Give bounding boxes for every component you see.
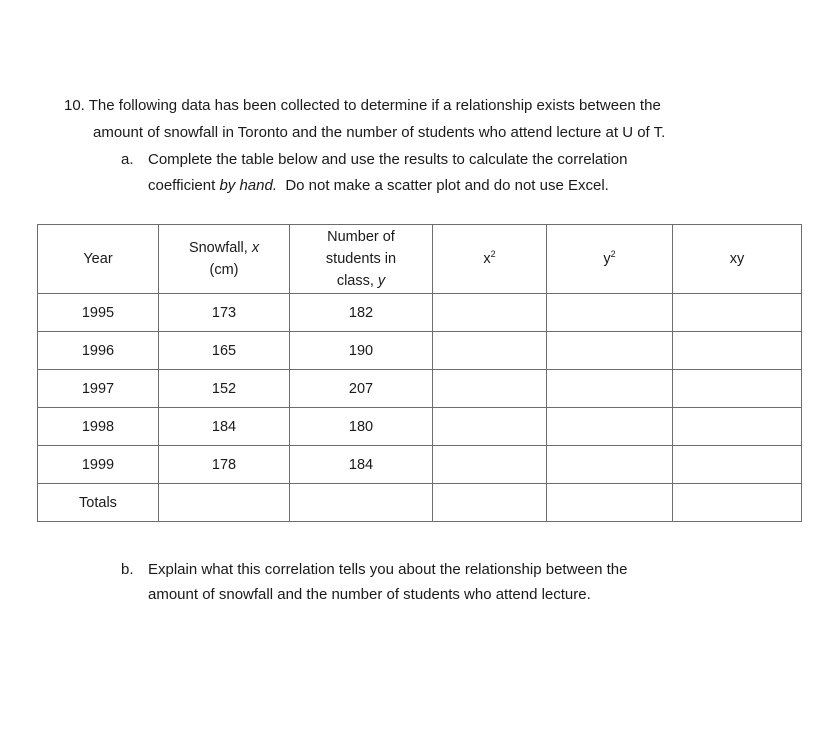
cell-x: 173 [159,294,290,332]
cell-xy[interactable] [673,408,802,446]
part-a-line-2 [148,176,609,196]
cell-year: 1998 [38,408,159,446]
cell-x: 165 [159,332,290,370]
header-snowfall-var: x [251,240,260,256]
cell-year: 1996 [38,332,159,370]
total-xy[interactable] [673,484,802,522]
header-students [290,225,433,294]
question-intro-line-1 [64,96,661,116]
cell-x: 184 [159,408,290,446]
table-row [38,408,802,446]
total-x-squared[interactable] [433,484,547,522]
table-row [38,446,802,484]
header-year: Year [38,225,159,294]
cell-y: 180 [290,408,433,446]
cell-x-squared[interactable] [433,332,547,370]
total-x[interactable] [159,484,290,522]
totals-row [38,484,802,522]
header-students-text-1: Number of [327,229,395,245]
part-b-line-1 [121,560,627,580]
cell-y: 207 [290,370,433,408]
part-a-text-2-prefix: coefficient [148,177,220,194]
data-table [37,224,802,522]
total-y[interactable] [290,484,433,522]
cell-y-squared[interactable] [547,370,673,408]
table-row [38,370,802,408]
header-snowfall-unit: (cm) [209,262,239,278]
part-a-text-1: Complete the table below and use the results to calculate the correlation [148,151,628,168]
header-students-text-2: students in [325,251,397,267]
header-snowfall-text: Snowfall, [188,240,252,256]
question-number: 10. [64,97,85,114]
cell-y: 182 [290,294,433,332]
header-y-squared [547,225,673,294]
question-intro-line-2: amount of snowfall in Toronto and the number of students who attend lecture at U of T. [93,124,666,141]
part-b-text-1: Explain what this correlation tells you about the relationship between the [148,561,628,578]
part-a-text-2-emphasis: by hand. [219,177,277,194]
header-x-squared [433,225,547,294]
cell-x: 178 [159,446,290,484]
cell-xy[interactable] [673,446,802,484]
header-xy: xy [673,225,802,294]
part-b-line-2: amount of snowfall and the number of students who attend lecture. [148,586,591,603]
header-students-text-3: class, [336,273,378,289]
table-row [38,294,802,332]
cell-y: 190 [290,332,433,370]
table-row [38,332,802,370]
cell-xy[interactable] [673,370,802,408]
cell-x: 152 [159,370,290,408]
header-y-squared-base: y [603,251,611,267]
header-row [38,225,802,294]
header-x-squared-exponent: 2 [490,249,496,259]
cell-x-squared[interactable] [433,446,547,484]
cell-xy[interactable] [673,332,802,370]
cell-xy[interactable] [673,294,802,332]
cell-y-squared[interactable] [547,332,673,370]
totals-label: Totals [38,484,159,522]
part-a-text-2-suffix: Do not make a scatter plot and do not use Excel. [276,177,609,194]
cell-x-squared[interactable] [433,294,547,332]
cell-x-squared[interactable] [433,370,547,408]
cell-y-squared[interactable] [547,446,673,484]
header-snowfall [159,225,290,294]
question-intro-text-1: The following data has been collected to determine if a relationship exists between the [88,97,661,114]
header-students-var: y [377,273,386,289]
cell-y-squared[interactable] [547,408,673,446]
cell-x-squared[interactable] [433,408,547,446]
cell-year: 1997 [38,370,159,408]
cell-year: 1995 [38,294,159,332]
total-y-squared[interactable] [547,484,673,522]
header-x-squared-base: x [483,251,491,267]
cell-year: 1999 [38,446,159,484]
cell-y-squared[interactable] [547,294,673,332]
part-a-line-1 [121,150,627,170]
part-a-label: a. [121,151,134,168]
cell-y: 184 [290,446,433,484]
header-y-squared-exponent: 2 [610,249,616,259]
part-b-label: b. [121,561,134,578]
